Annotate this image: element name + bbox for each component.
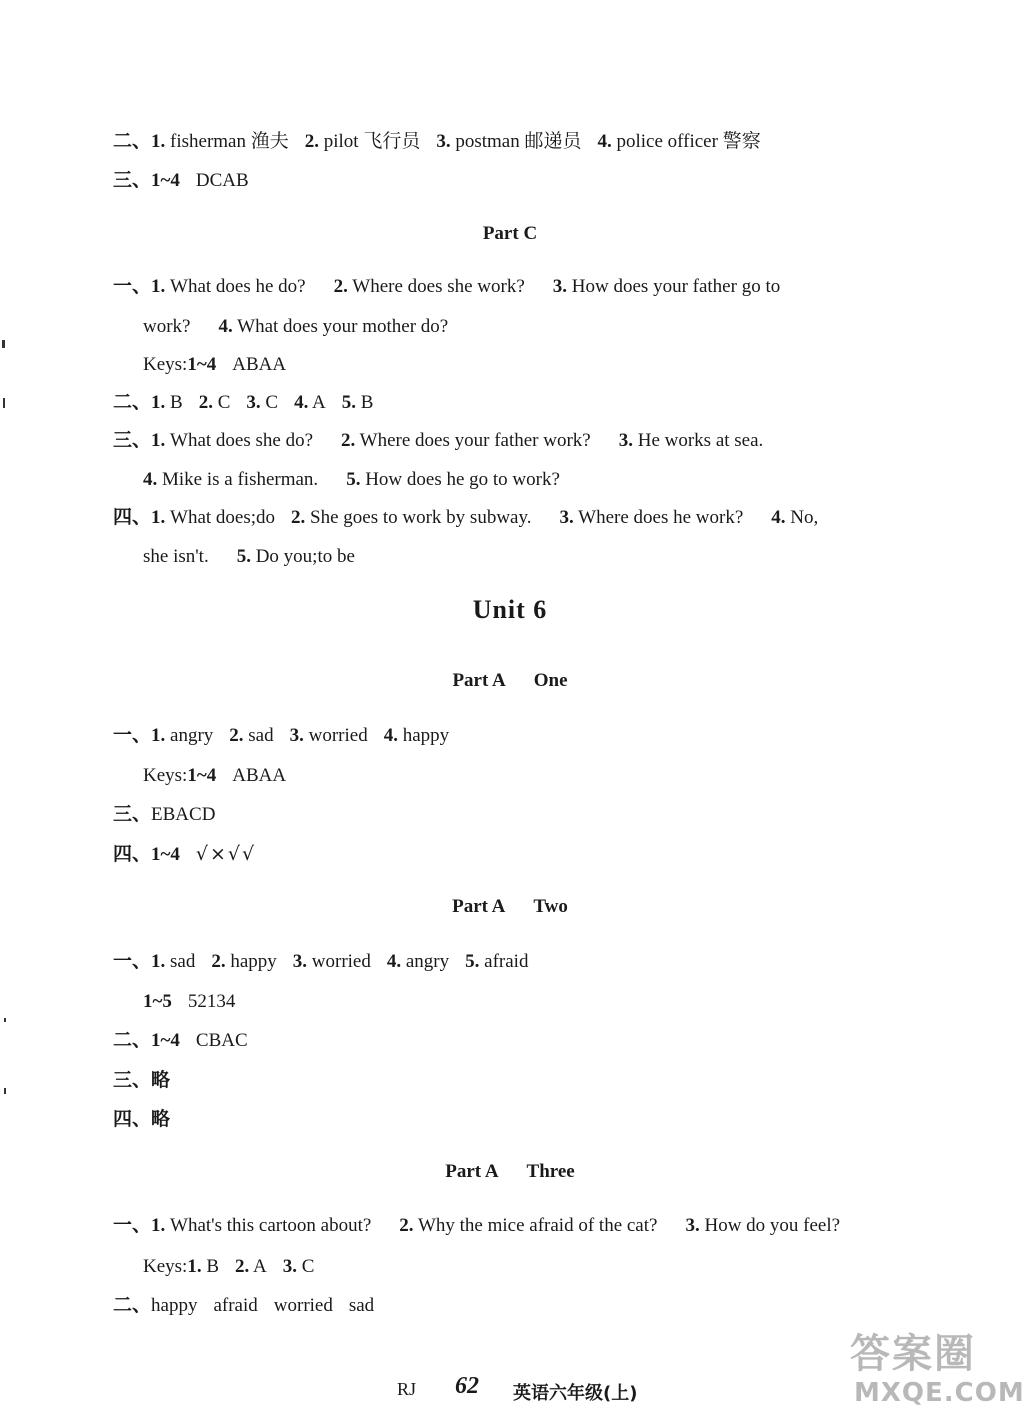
watermark-logo-text: 答案圈 bbox=[850, 1331, 976, 1377]
scan-mark bbox=[2, 340, 5, 348]
scan-mark bbox=[4, 1088, 6, 1094]
part-a-three-keys: Keys:1. B 2. A 3. C bbox=[143, 1256, 315, 1277]
site-watermark bbox=[846, 1322, 1025, 1422]
part-a-three-q1: 一、1. What's this cartoon about? 2. Why the mice afraid of the cat? 3. How do you feel? bbox=[113, 1215, 841, 1236]
scan-mark bbox=[3, 398, 5, 408]
answer-line-top-2: 二、1. fisherman 渔夫 2. pilot 飞行员 3. postman 邮递员 4. police officer 警察 bbox=[113, 131, 761, 152]
part-a-two-q4: 四、略 bbox=[113, 1109, 171, 1130]
part-a-two-order: 1~5 52134 bbox=[143, 991, 236, 1012]
part-a-three-q2: 二、happy afraid worried sad bbox=[113, 1295, 375, 1316]
part-c-heading: Part C bbox=[482, 223, 538, 244]
part-a-two-q2: 二、1~4 CBAC bbox=[113, 1030, 248, 1051]
part-a-one-q1: 一、1. angry 2. sad 3. worried 4. happy bbox=[113, 725, 450, 746]
unit-title: Unit 6 bbox=[472, 595, 548, 624]
part-a-one-heading: Part A One bbox=[452, 670, 568, 691]
part-c-q4-cont: she isn't. 5. Do you;to be bbox=[143, 546, 355, 567]
answer-line-top-3: 三、1~4 DCAB bbox=[113, 170, 249, 191]
part-c-q1-cont: work? 4. What does your mother do? bbox=[143, 316, 449, 337]
part-a-two-q1: 一、1. sad 2. happy 3. worried 4. angry 5. afraid bbox=[113, 951, 529, 972]
part-c-keys: Keys:1~4 ABAA bbox=[143, 354, 287, 375]
edition-code: RJ bbox=[397, 1379, 417, 1399]
part-a-one-keys: Keys:1~4 ABAA bbox=[143, 765, 287, 786]
part-a-one-q4: 四、1~4 √×√√ bbox=[113, 843, 257, 865]
part-c-q3: 三、1. What does she do? 2. Where does your father work? 3. He works at sea. bbox=[113, 430, 764, 451]
scan-mark bbox=[4, 1018, 6, 1022]
part-c-q1: 一、1. What does he do? 2. Where does she work? 3. How does your father go to bbox=[113, 276, 781, 297]
part-c-q2: 二、1. B 2. C 3. C 4. A 5. B bbox=[113, 392, 374, 413]
subject-label: 英语六年级(上) bbox=[513, 1383, 638, 1404]
page-number: 62 bbox=[455, 1373, 479, 1399]
part-a-one-q3: 三、EBACD bbox=[113, 804, 216, 825]
part-a-two-heading: Part A Two bbox=[452, 896, 568, 917]
part-a-two-q3: 三、略 bbox=[113, 1070, 171, 1091]
watermark-url: MXQE.COM bbox=[854, 1378, 1025, 1408]
part-c-q3-cont: 4. Mike is a fisherman. 5. How does he go to work? bbox=[143, 469, 560, 490]
part-c-q4: 四、1. What does;do 2. She goes to work by subway. 3. Where does he work? 4. No, bbox=[113, 507, 819, 528]
part-a-three-heading: Part A Three bbox=[445, 1161, 575, 1182]
